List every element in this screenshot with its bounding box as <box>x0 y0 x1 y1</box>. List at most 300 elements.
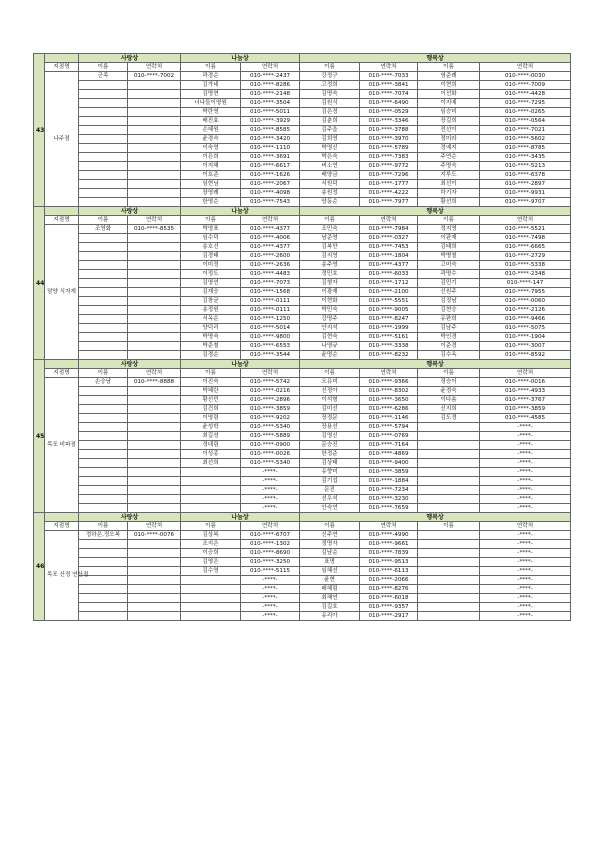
haengbok-name-1: 버소연 <box>300 162 360 171</box>
haengbok-contact-1: 010-****-7453 <box>360 243 418 252</box>
haengbok-contact-2: 010-****-9931 <box>480 189 571 198</box>
haengbok-contact-1: 010-****-3338 <box>360 342 418 351</box>
haengbok-name-2: 주명숙 <box>418 162 480 171</box>
sarang-name <box>79 297 128 306</box>
table-row <box>34 342 571 351</box>
sarang-name <box>79 486 128 495</box>
nanum-contact: 010-****-3504 <box>241 99 300 108</box>
sarang-name <box>79 189 128 198</box>
sarang-contact <box>128 612 181 621</box>
haengbok-name-1: 김은정 <box>300 108 360 117</box>
nanum-contact: 010-****-5340 <box>241 459 300 468</box>
haengbok-name-2 <box>418 540 480 549</box>
nanum-name: 최길성 <box>181 432 241 441</box>
haengbok-contact-2: 010-****-6665 <box>480 243 571 252</box>
haengbok-contact-2: 010-****-0564 <box>480 117 571 126</box>
haengbok-name-2: 임승미 <box>418 108 480 117</box>
branch-name: 나주점 <box>45 72 79 207</box>
haengbok-name-2: 정예지 <box>418 144 480 153</box>
nanum-name: 박명숙 <box>181 333 241 342</box>
haengbok-name-2: 고미숙 <box>418 261 480 270</box>
sarang-name <box>79 315 128 324</box>
column-header-contact: 연락처 <box>241 369 300 378</box>
haengbok-name-1: 강정구 <box>300 72 360 81</box>
haengbok-contact-1: 010-****-7977 <box>360 198 418 207</box>
column-header-contact: 연락처 <box>128 216 181 225</box>
sarang-contact <box>128 99 181 108</box>
sarang-name <box>79 432 128 441</box>
nanum-contact: 010-****-3929 <box>241 117 300 126</box>
haengbok-contact-1: 010-****-4222 <box>360 189 418 198</box>
haengbok-contact-2: -****- <box>480 540 571 549</box>
sarang-contact <box>128 387 181 396</box>
haengbok-name-2 <box>418 594 480 603</box>
haengbok-name-1: 장경문 <box>300 414 360 423</box>
sarang-name <box>79 351 128 360</box>
column-header-name: 이름 <box>418 369 480 378</box>
column-header-name: 이름 <box>181 369 241 378</box>
haengbok-contact-2: -****- <box>480 549 571 558</box>
table-row <box>34 558 571 567</box>
sarang-contact <box>128 450 181 459</box>
sarang-contact <box>128 558 181 567</box>
haengbok-contact-2: 010-****-1904 <box>480 333 571 342</box>
sarang-contact <box>128 315 181 324</box>
haengbok-name-2 <box>418 567 480 576</box>
haengbok-name-1: 김희영 <box>300 135 360 144</box>
nanum-name: 김창균 <box>181 297 241 306</box>
haengbok-name-2: 장길희 <box>418 117 480 126</box>
column-header-name: 이름 <box>300 369 360 378</box>
column-header-contact: 연락처 <box>128 522 181 531</box>
table-row <box>34 315 571 324</box>
haengbok-name-1: 임혜선 <box>300 567 360 576</box>
haengbok-name-2: 황선희 <box>418 198 480 207</box>
nanum-name: 김수영 <box>181 567 241 576</box>
haengbok-contact-1: 010-****-6113 <box>360 567 418 576</box>
nanum-name: 이숙영 <box>181 144 241 153</box>
table-row <box>34 567 571 576</box>
table-row <box>34 135 571 144</box>
nanum-name: 송호선 <box>181 243 241 252</box>
nanum-contact: 010-****-5742 <box>241 378 300 387</box>
table-row <box>34 468 571 477</box>
nanum-name <box>181 468 241 477</box>
haengbok-contact-2: 010-****-5213 <box>480 162 571 171</box>
haengbok-contact-1: 010-****-6018 <box>360 594 418 603</box>
haengbok-contact-1: 010-****-8302 <box>360 387 418 396</box>
haengbok-contact-2: 010-****-7955 <box>480 288 571 297</box>
sarang-contact <box>128 540 181 549</box>
haengbok-name-1: 강명주 <box>300 315 360 324</box>
haengbok-contact-1: 010-****-6033 <box>360 270 418 279</box>
column-header-name: 이름 <box>418 216 480 225</box>
haengbok-name-1: 김길호 <box>300 603 360 612</box>
haengbok-contact-1: 010-****-9005 <box>360 306 418 315</box>
sarang-contact <box>128 549 181 558</box>
haengbok-contact-1: 010-****-6490 <box>360 99 418 108</box>
nanum-contact: 010-****-4098 <box>241 189 300 198</box>
haengbok-name-1: 송원정 <box>300 189 360 198</box>
table-row <box>34 180 571 189</box>
sarang-contact <box>128 90 181 99</box>
table-row <box>34 189 571 198</box>
nanum-contact: 010-****-8286 <box>241 81 300 90</box>
haengbok-name-2: 정승이 <box>418 378 480 387</box>
sarang-name <box>79 108 128 117</box>
sarang-contact <box>128 162 181 171</box>
haengbok-name-2: 이판재 <box>418 234 480 243</box>
sarang-name <box>79 585 128 594</box>
nanum-name: 이승희 <box>181 549 241 558</box>
sarang-name: 손승남 <box>79 378 128 387</box>
haengbok-name-1: 안숙연 <box>300 504 360 513</box>
nanum-name: 곽경순 <box>181 72 241 81</box>
haengbok-name-2 <box>418 486 480 495</box>
column-header-branch: 지점명 <box>45 63 79 72</box>
haengbok-contact-1: 010-****-7033 <box>360 72 418 81</box>
table-row <box>34 405 571 414</box>
sarang-contact <box>128 108 181 117</box>
haengbok-contact-2: 010-****-0060 <box>480 297 571 306</box>
haengbok-name-2: 하기자 <box>418 189 480 198</box>
table-row <box>34 450 571 459</box>
table-row <box>34 540 571 549</box>
sarang-contact <box>128 189 181 198</box>
table-row <box>34 225 571 234</box>
column-header-contact: 연락처 <box>480 216 571 225</box>
sarang-contact <box>128 333 181 342</box>
nanum-contact: 010-****-5115 <box>241 567 300 576</box>
sarang-contact <box>128 126 181 135</box>
table-row <box>34 117 571 126</box>
nanum-contact: -****- <box>241 585 300 594</box>
table-row <box>34 243 571 252</box>
haengbok-name-2 <box>418 477 480 486</box>
sarang-contact <box>128 180 181 189</box>
haengbok-contact-2: 010-****-7021 <box>480 126 571 135</box>
nanum-name: 양덕리 <box>181 324 241 333</box>
table-row <box>34 549 571 558</box>
column-header-name: 이름 <box>79 522 128 531</box>
column-header-contact: 연락처 <box>241 216 300 225</box>
sarang-name: 조영화 <box>79 225 128 234</box>
nanum-name: 김상복 <box>181 531 241 540</box>
column-header-contact: 연락처 <box>128 63 181 72</box>
column-header-contact: 연락처 <box>360 369 418 378</box>
haengbok-name-2: 윤경숙 <box>418 387 480 396</box>
column-header-row <box>34 63 571 72</box>
nanum-name: 이진숙 <box>181 378 241 387</box>
column-header-name: 이름 <box>181 63 241 72</box>
table-row <box>34 396 571 405</box>
haengbok-contact-1: 010-****-3841 <box>360 81 418 90</box>
sarang-contact <box>128 144 181 153</box>
haengbok-name-1: 신주연 <box>300 531 360 540</box>
nanum-contact: 010-****-0216 <box>241 387 300 396</box>
nanum-contact: 010-****-5340 <box>241 423 300 432</box>
haengbok-contact-1: 010-****-8247 <box>360 315 418 324</box>
haengbok-contact-2: -****- <box>480 441 571 450</box>
column-header-branch: 지점명 <box>45 369 79 378</box>
table-row <box>34 423 571 432</box>
haengbok-contact-1: 010-****-5161 <box>360 333 418 342</box>
column-header-row <box>34 522 571 531</box>
haengbok-contact-2: 010-****-4933 <box>480 387 571 396</box>
haengbok-name-2: 유판희 <box>418 315 480 324</box>
table-row <box>34 531 571 540</box>
haengbok-contact-2: 010-****-3767 <box>480 396 571 405</box>
haengbok-name-2 <box>418 459 480 468</box>
haengbok-name-1: 한정준 <box>300 450 360 459</box>
haengbok-name-1: 김형자 <box>300 279 360 288</box>
haengbok-contact-1: 010-****-2100 <box>360 288 418 297</box>
nanum-name: 임수덕 <box>181 234 241 243</box>
nanum-contact: 010-****-4006 <box>241 234 300 243</box>
haengbok-contact-2: -****- <box>480 558 571 567</box>
column-header-name: 이름 <box>79 216 128 225</box>
sarang-name <box>79 504 128 513</box>
table-row <box>34 612 571 621</box>
section-number: 46 <box>34 513 45 621</box>
sarang-contact <box>128 261 181 270</box>
column-header-contact: 연락처 <box>360 63 418 72</box>
sarang-contact <box>128 243 181 252</box>
nanum-name: 김영은 <box>181 558 241 567</box>
nanum-name: 이성종 <box>181 450 241 459</box>
haengbok-contact-1: 010-****-9357 <box>360 603 418 612</box>
table-row <box>34 333 571 342</box>
group-header-sarang: 사랑상 <box>79 54 181 63</box>
haengbok-contact-2: -****- <box>480 432 571 441</box>
sarang-contact <box>128 234 181 243</box>
table-row <box>34 297 571 306</box>
sarang-contact: 010-****-0076 <box>128 531 181 540</box>
sarang-contact <box>128 279 181 288</box>
haengbok-name-2: 전선이 <box>418 126 480 135</box>
column-header-name: 이름 <box>300 63 360 72</box>
haengbok-contact-2: -****- <box>480 423 571 432</box>
column-header-contact: 연락처 <box>480 369 571 378</box>
sarang-contact <box>128 477 181 486</box>
column-header-name: 이름 <box>418 522 480 531</box>
sarang-contact <box>128 459 181 468</box>
table-row <box>34 279 571 288</box>
haengbok-name-2 <box>418 432 480 441</box>
haengbok-contact-2: 010-****-0016 <box>480 378 571 387</box>
haengbok-contact-1: 010-****-6286 <box>360 405 418 414</box>
sarang-name <box>79 252 128 261</box>
haengbok-contact-2: -****- <box>480 567 571 576</box>
haengbok-name-2: 이선화 <box>418 90 480 99</box>
haengbok-name-2: 정미라 <box>418 135 480 144</box>
section-number: 45 <box>34 360 45 513</box>
haengbok-contact-1: 010-****-9366 <box>360 378 418 387</box>
sarang-name <box>79 279 128 288</box>
column-header-contact: 연락처 <box>480 522 571 531</box>
haengbok-contact-2: -****- <box>480 531 571 540</box>
nanum-name <box>181 594 241 603</box>
nanum-contact: 010-****-6707 <box>241 531 300 540</box>
nanum-name <box>181 576 241 585</box>
haengbok-name-2 <box>418 504 480 513</box>
table-row <box>34 495 571 504</box>
column-header-contact: 연락처 <box>360 522 418 531</box>
sarang-contact <box>128 153 181 162</box>
group-header-sarang: 사랑상 <box>79 360 181 369</box>
group-header-haengbok: 행복상 <box>300 360 571 369</box>
sarang-name <box>79 612 128 621</box>
haengbok-contact-1: 010-****-7296 <box>360 171 418 180</box>
haengbok-contact-2: -****- <box>480 468 571 477</box>
sarang-contact <box>128 594 181 603</box>
haengbok-name-1: 윤현 <box>300 576 360 585</box>
haengbok-name-1: 조민숙 <box>300 225 360 234</box>
sarang-name <box>79 594 128 603</box>
haengbok-contact-1: 010-****-8276 <box>360 585 418 594</box>
nanum-contact: 010-****-6617 <box>241 162 300 171</box>
nanum-name: 이정도 <box>181 270 241 279</box>
nanum-contact: 010-****-1250 <box>241 315 300 324</box>
haengbok-contact-1: 010-****-2066 <box>360 576 418 585</box>
haengbok-contact-2: 010-****-3435 <box>480 153 571 162</box>
haengbok-contact-1: 010-****-0529 <box>360 108 418 117</box>
haengbok-name-1: 김미선 <box>300 405 360 414</box>
call-list-sheet <box>33 53 571 621</box>
nanum-contact: 010-****-4483 <box>241 270 300 279</box>
haengbok-contact-2: 010-****-2897 <box>480 180 571 189</box>
column-header-row <box>34 216 571 225</box>
nanum-name: 이지혜 <box>181 162 241 171</box>
nanum-contact: 010-****-0111 <box>241 297 300 306</box>
sarang-contact <box>128 288 181 297</box>
haengbok-contact-2: -****- <box>480 450 571 459</box>
sarang-name <box>79 396 128 405</box>
nanum-name: 한영순 <box>181 198 241 207</box>
group-header-sarang: 사랑상 <box>79 513 181 522</box>
column-header-name: 이름 <box>300 522 360 531</box>
nanum-contact: -****- <box>241 603 300 612</box>
haengbok-contact-2: -****- <box>480 477 571 486</box>
sarang-contact <box>128 117 181 126</box>
sarang-name <box>79 603 128 612</box>
haengbok-name-1: 남준영 <box>300 234 360 243</box>
haengbok-contact-1: 010-****-1804 <box>360 252 418 261</box>
haengbok-name-1: 김영신 <box>300 432 360 441</box>
nanum-contact: 010-****-2600 <box>241 252 300 261</box>
group-header-sarang: 사랑상 <box>79 207 181 216</box>
table-row <box>34 108 571 117</box>
haengbok-contact-1: 010-****-8232 <box>360 351 418 360</box>
sarang-name <box>79 99 128 108</box>
haengbok-name-2: 최선이 <box>418 180 480 189</box>
nanum-name <box>181 585 241 594</box>
nanum-contact: 010-****-4377 <box>241 225 300 234</box>
nanum-contact: 010-****-4377 <box>241 243 300 252</box>
nanum-name: 송정원 <box>181 306 241 315</box>
haengbok-contact-1: 010-****-7074 <box>360 90 418 99</box>
haengbok-name-1: 김상태 <box>300 459 360 468</box>
haengbok-name-1: 윤명순 <box>300 351 360 360</box>
haengbok-name-1: 정명자 <box>300 540 360 549</box>
haengbok-name-2 <box>418 612 480 621</box>
haengbok-name-1: 오유미 <box>300 378 360 387</box>
haengbok-contact-2: 010-****-2348 <box>480 270 571 279</box>
haengbok-name-2 <box>418 585 480 594</box>
sarang-name <box>79 90 128 99</box>
column-header-branch: 지점명 <box>45 522 79 531</box>
table-row <box>34 387 571 396</box>
sarang-name <box>79 153 128 162</box>
nanum-contact: 010-****-7543 <box>241 198 300 207</box>
nanum-contact: 010-****-5011 <box>241 108 300 117</box>
haengbok-contact-2: -****- <box>480 594 571 603</box>
nanum-contact: -****- <box>241 495 300 504</box>
sarang-contact: 010-****-8535 <box>128 225 181 234</box>
table-row <box>34 351 571 360</box>
sarang-name <box>79 423 128 432</box>
haengbok-name-2: 김민기 <box>418 279 480 288</box>
sarang-name <box>79 288 128 297</box>
sarang-contact <box>128 81 181 90</box>
section-number: 44 <box>34 207 45 360</box>
haengbok-contact-2: 010-****-0265 <box>480 108 571 117</box>
table-row <box>34 252 571 261</box>
nanum-name: 김재승 <box>181 288 241 297</box>
nanum-contact: 010-****-3691 <box>241 153 300 162</box>
haengbok-name-1: 선우석 <box>300 495 360 504</box>
haengbok-contact-1: 010-****-1146 <box>360 414 418 423</box>
haengbok-contact-2: 010-****-3859 <box>480 405 571 414</box>
haengbok-name-2: 김현승 <box>418 306 480 315</box>
sarang-name <box>79 261 128 270</box>
column-header-contact: 연락처 <box>128 369 181 378</box>
haengbok-contact-1: 010-****-1884 <box>360 477 418 486</box>
haengbok-contact-2: -****- <box>480 576 571 585</box>
group-header-blank <box>45 360 79 369</box>
haengbok-name-1: 문승진 <box>300 441 360 450</box>
nanum-name <box>181 612 241 621</box>
sarang-name <box>79 450 128 459</box>
haengbok-contact-2: 010-****-7295 <box>480 99 571 108</box>
nanum-name: 윤성학 <box>181 423 241 432</box>
nanum-contact: 010-****-6553 <box>241 342 300 351</box>
haengbok-contact-1: 010-****-4869 <box>360 450 418 459</box>
nanum-name: 이미정 <box>181 261 241 270</box>
sarang-name <box>79 162 128 171</box>
haengbok-contact-2: -****- <box>480 495 571 504</box>
sarang-contact: 010-****-7002 <box>128 72 181 81</box>
sarang-name <box>79 171 128 180</box>
table-row <box>34 585 571 594</box>
nanum-contact: -****- <box>241 612 300 621</box>
haengbok-contact-2: 010-****-2126 <box>480 306 571 315</box>
sarang-name <box>79 144 128 153</box>
sarang-contact <box>128 270 181 279</box>
nanum-contact: 010-****-1302 <box>241 540 300 549</box>
haengbok-contact-1: 010-****-5794 <box>360 423 418 432</box>
haengbok-contact-2: -****- <box>480 603 571 612</box>
nanum-name: 너나들이영원 <box>181 99 241 108</box>
column-header-contact: 연락처 <box>241 63 300 72</box>
sarang-contact <box>128 252 181 261</box>
haengbok-contact-1: 010-****-1999 <box>360 324 418 333</box>
sarang-contact <box>128 414 181 423</box>
haengbok-contact-1: 010-****-7984 <box>360 225 418 234</box>
sarang-name <box>79 324 128 333</box>
haengbok-contact-1: 010-****-9661 <box>360 540 418 549</box>
nanum-name: 조지은 <box>181 540 241 549</box>
